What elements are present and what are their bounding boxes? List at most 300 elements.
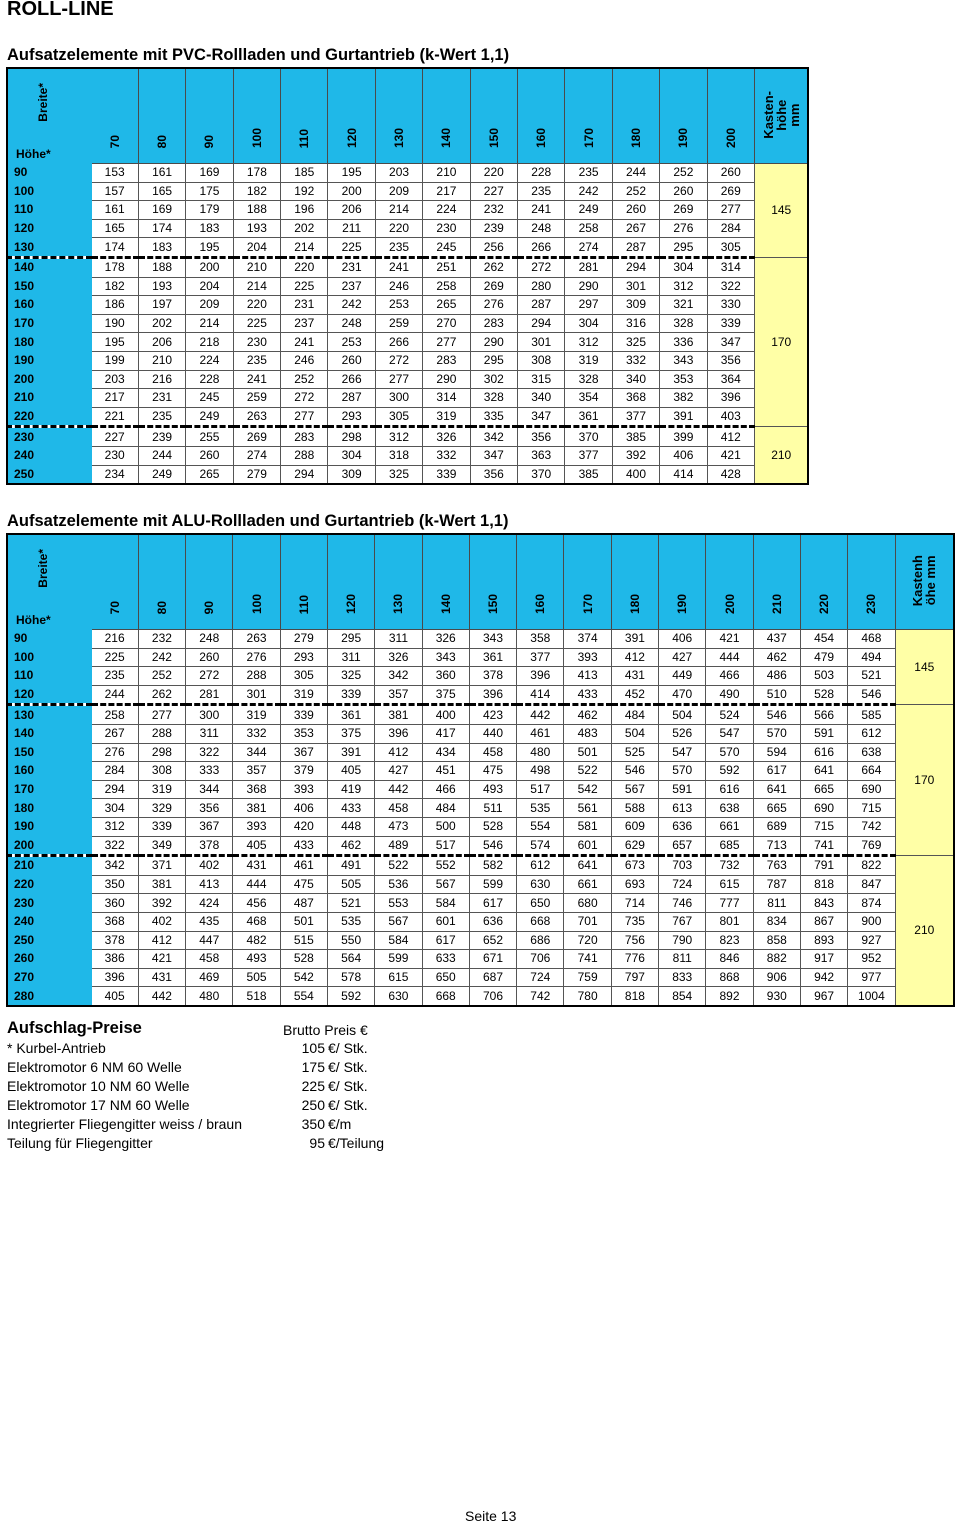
hoehe-cell: 220 [7, 407, 91, 427]
price-cell: 192 [281, 182, 328, 201]
price-cell: 650 [517, 894, 564, 913]
width-header [328, 68, 375, 164]
price-cell: 195 [328, 164, 375, 183]
table-row [7, 219, 808, 238]
hoehe-cell: 200 [7, 370, 91, 389]
price-cell: 393 [280, 780, 327, 799]
hoehe-cell: 220 [7, 875, 91, 894]
addon-price: 225 [301, 1078, 325, 1094]
price-cell: 252 [281, 370, 328, 389]
price-cell: 260 [707, 164, 754, 183]
price-cell: 311 [186, 724, 233, 743]
price-cell: 591 [659, 780, 706, 799]
price-cell: 396 [469, 685, 516, 705]
price-cell: 528 [469, 817, 516, 836]
price-cell: 281 [565, 257, 612, 277]
kastenhoehe-value: 170 [895, 705, 954, 856]
width-header-label: 170 [580, 593, 595, 614]
price-cell: 221 [91, 407, 138, 427]
price-cell: 393 [233, 817, 280, 836]
price-cell: 378 [91, 931, 138, 950]
price-cell: 417 [422, 724, 469, 743]
price-cell: 231 [328, 257, 375, 277]
price-cell: 339 [423, 465, 470, 484]
price-cell: 967 [800, 987, 847, 1006]
width-header-label: 200 [722, 593, 737, 614]
addon-item [7, 1059, 427, 1078]
price-cell: 242 [565, 182, 612, 201]
price-cell: 396 [517, 667, 564, 686]
price-cell: 309 [328, 465, 375, 484]
price-cell: 413 [186, 875, 233, 894]
price-cell: 231 [138, 389, 185, 408]
price-cell: 281 [186, 685, 233, 705]
price-cell: 203 [375, 164, 422, 183]
price-cell: 399 [660, 427, 707, 447]
table-row [7, 762, 954, 781]
price-cell: 231 [281, 296, 328, 315]
price-cell: 241 [518, 201, 565, 220]
width-header-label: 70 [107, 134, 122, 148]
width-header [233, 68, 280, 164]
width-header-label: 140 [439, 127, 454, 148]
price-cell: 641 [800, 762, 847, 781]
price-cell: 466 [422, 780, 469, 799]
price-cell: 484 [422, 799, 469, 818]
price-cell: 195 [91, 333, 138, 352]
width-header [660, 68, 707, 164]
price-cell: 420 [280, 817, 327, 836]
price-cell: 714 [611, 894, 658, 913]
price-cell: 220 [233, 296, 280, 315]
price-cell: 668 [422, 987, 469, 1006]
price-cell: 524 [706, 705, 753, 725]
price-cell: 578 [327, 968, 374, 987]
price-cell: 522 [375, 856, 422, 876]
price-cell: 564 [327, 950, 374, 969]
hoehe-cell: 100 [7, 182, 91, 201]
price-cell: 391 [660, 407, 707, 427]
price-cell: 332 [423, 446, 470, 465]
price-cell: 475 [469, 762, 516, 781]
price-cell: 217 [91, 389, 138, 408]
price-cell: 629 [611, 836, 658, 856]
price-cell: 630 [375, 987, 422, 1006]
price-cell: 270 [423, 314, 470, 333]
price-cell: 554 [517, 817, 564, 836]
price-cell: 241 [375, 257, 422, 277]
price-cell: 326 [375, 648, 422, 667]
addon-unit: €/ Stk. [328, 1059, 368, 1075]
price-cell: 403 [707, 407, 754, 427]
price-cell: 220 [281, 257, 328, 277]
price-cell: 690 [800, 799, 847, 818]
price-cell: 199 [91, 351, 138, 370]
price-cell: 521 [848, 667, 895, 686]
price-cell: 325 [327, 667, 374, 686]
hoehe-cell: 170 [7, 314, 91, 333]
price-cell: 715 [848, 799, 895, 818]
price-cell: 874 [848, 894, 895, 913]
hoehe-cell: 210 [7, 856, 91, 876]
width-header [469, 534, 516, 630]
price-cell: 763 [753, 856, 800, 876]
price-cell: 421 [138, 950, 185, 969]
price-cell: 706 [517, 950, 564, 969]
table-row [7, 407, 808, 427]
price-cell: 444 [233, 875, 280, 894]
price-cell: 535 [327, 912, 374, 931]
price-cell: 503 [800, 667, 847, 686]
price-cell: 203 [91, 370, 138, 389]
price-cell: 214 [186, 314, 233, 333]
kastenhoehe-value: 210 [754, 427, 808, 484]
price-cell: 347 [707, 333, 754, 352]
price-cell: 253 [328, 333, 375, 352]
price-cell: 735 [611, 912, 658, 931]
kastenhoehe-value: 170 [754, 257, 808, 426]
price-cell: 277 [281, 407, 328, 427]
price-cell: 406 [660, 446, 707, 465]
width-header [186, 68, 233, 164]
kastenhoehe-header [754, 68, 808, 164]
addon-unit: €/ Stk. [328, 1040, 368, 1056]
price-cell: 251 [423, 257, 470, 277]
price-cell: 427 [375, 762, 422, 781]
addon-price: 250 [301, 1097, 325, 1113]
hoehe-cell: 140 [7, 257, 91, 277]
width-header [186, 534, 233, 630]
price-cell: 405 [233, 836, 280, 856]
price-cell: 244 [612, 164, 659, 183]
price-cell: 377 [565, 446, 612, 465]
price-cell: 741 [800, 836, 847, 856]
pvc-price-table [6, 67, 809, 485]
width-header-label: 180 [628, 127, 643, 148]
width-header [375, 68, 422, 164]
brutto-price-header: Brutto Preis € [283, 1022, 368, 1038]
price-cell: 570 [659, 762, 706, 781]
price-cell: 381 [375, 705, 422, 725]
price-cell: 308 [138, 762, 185, 781]
price-cell: 294 [612, 257, 659, 277]
price-cell: 468 [848, 630, 895, 649]
table-row [7, 743, 954, 762]
width-header-label: 170 [581, 127, 596, 148]
price-cell: 197 [138, 296, 185, 315]
price-cell: 232 [470, 201, 517, 220]
table-row [7, 780, 954, 799]
price-cell: 235 [518, 182, 565, 201]
width-header-label: 160 [533, 593, 548, 614]
price-cell: 269 [707, 182, 754, 201]
price-cell: 493 [469, 780, 516, 799]
price-cell: 204 [233, 238, 280, 258]
price-cell: 412 [138, 931, 185, 950]
price-cell: 361 [565, 407, 612, 427]
kastenhoehe-value: 145 [754, 164, 808, 258]
price-cell: 265 [186, 465, 233, 484]
price-cell: 412 [707, 427, 754, 447]
addon-label: Teilung für Fliegengitter [7, 1135, 153, 1151]
price-cell: 357 [375, 685, 422, 705]
price-cell: 617 [753, 762, 800, 781]
width-header-label: 180 [627, 593, 642, 614]
price-cell: 493 [233, 950, 280, 969]
price-cell: 322 [91, 836, 138, 856]
price-cell: 377 [612, 407, 659, 427]
width-header [138, 534, 185, 630]
price-cell: 818 [611, 987, 658, 1006]
hoehe-cell: 240 [7, 912, 91, 931]
price-cell: 893 [800, 931, 847, 950]
price-cell: 685 [706, 836, 753, 856]
kastenhoehe-label: Kasten- höhe mm [760, 90, 802, 139]
price-cell: 309 [612, 296, 659, 315]
price-cell: 274 [233, 446, 280, 465]
price-cell: 182 [91, 277, 138, 296]
price-cell: 528 [280, 950, 327, 969]
price-cell: 262 [470, 257, 517, 277]
price-cell: 319 [280, 685, 327, 705]
price-cell: 293 [280, 648, 327, 667]
price-cell: 777 [706, 894, 753, 913]
price-cell: 473 [375, 817, 422, 836]
price-cell: 357 [233, 762, 280, 781]
price-cell: 361 [469, 648, 516, 667]
price-cell: 304 [91, 799, 138, 818]
price-cell: 823 [706, 931, 753, 950]
price-cell: 552 [422, 856, 469, 876]
price-cell: 360 [422, 667, 469, 686]
price-cell: 452 [611, 685, 658, 705]
price-cell: 641 [753, 780, 800, 799]
price-cell: 518 [233, 987, 280, 1006]
price-cell: 491 [327, 856, 374, 876]
price-cell: 360 [91, 894, 138, 913]
price-cell: 235 [233, 351, 280, 370]
price-cell: 570 [753, 724, 800, 743]
hoehe-cell: 170 [7, 780, 91, 799]
price-cell: 304 [328, 446, 375, 465]
price-cell: 421 [707, 446, 754, 465]
price-cell: 413 [564, 667, 611, 686]
price-cell: 267 [91, 724, 138, 743]
price-cell: 791 [800, 856, 847, 876]
price-cell: 406 [280, 799, 327, 818]
alu-table-title: Aufsatzelemente mit ALU-Rollladen und Gurtantrieb (k-Wert 1,1) [7, 512, 509, 530]
addon-prices-title: Aufschlag-Preise [7, 1019, 142, 1037]
price-cell: 616 [800, 743, 847, 762]
price-cell: 277 [707, 201, 754, 220]
table-row [7, 968, 954, 987]
price-cell: 277 [138, 705, 185, 725]
price-cell: 227 [470, 182, 517, 201]
price-cell: 843 [800, 894, 847, 913]
price-cell: 193 [233, 219, 280, 238]
width-header [753, 534, 800, 630]
price-cell: 235 [375, 238, 422, 258]
price-cell: 358 [517, 630, 564, 649]
price-cell: 202 [138, 314, 185, 333]
price-cell: 305 [280, 667, 327, 686]
price-cell: 592 [327, 987, 374, 1006]
price-cell: 161 [91, 201, 138, 220]
price-cell: 505 [233, 968, 280, 987]
price-cell: 724 [659, 875, 706, 894]
price-cell: 746 [659, 894, 706, 913]
kastenhoehe-value: 145 [895, 630, 954, 705]
price-cell: 335 [470, 407, 517, 427]
width-header-label: 150 [486, 593, 501, 614]
price-cell: 241 [281, 333, 328, 352]
price-cell: 715 [800, 817, 847, 836]
price-cell: 382 [660, 389, 707, 408]
price-cell: 193 [138, 277, 185, 296]
hoehe-cell: 210 [7, 389, 91, 408]
price-cell: 284 [707, 219, 754, 238]
price-cell: 343 [422, 648, 469, 667]
price-cell: 868 [706, 968, 753, 987]
price-cell: 414 [660, 465, 707, 484]
price-cell: 248 [518, 219, 565, 238]
hoehe-cell: 240 [7, 446, 91, 465]
price-cell: 304 [660, 257, 707, 277]
hoehe-cell: 90 [7, 164, 91, 183]
price-cell: 316 [612, 314, 659, 333]
price-cell: 266 [375, 333, 422, 352]
table-row [7, 875, 954, 894]
price-cell: 470 [659, 685, 706, 705]
price-cell: 245 [423, 238, 470, 258]
width-header-label: 120 [344, 127, 359, 148]
price-cell: 315 [518, 370, 565, 389]
hoehe-cell: 130 [7, 238, 91, 258]
price-cell: 252 [660, 164, 707, 183]
addon-price: 350 [301, 1116, 325, 1132]
price-cell: 342 [91, 856, 138, 876]
price-cell: 591 [800, 724, 847, 743]
price-cell: 767 [659, 912, 706, 931]
price-cell: 210 [423, 164, 470, 183]
price-cell: 368 [612, 389, 659, 408]
table-row [7, 446, 808, 465]
price-cell: 339 [707, 314, 754, 333]
price-cell: 542 [280, 968, 327, 987]
table-row [7, 705, 954, 725]
price-cell: 237 [281, 314, 328, 333]
price-cell: 650 [422, 968, 469, 987]
price-cell: 756 [611, 931, 658, 950]
price-cell: 468 [233, 912, 280, 931]
price-cell: 412 [375, 743, 422, 762]
price-cell: 381 [233, 799, 280, 818]
price-cell: 272 [518, 257, 565, 277]
price-cell: 349 [138, 836, 185, 856]
hoehe-cell: 110 [7, 667, 91, 686]
price-cell: 258 [565, 219, 612, 238]
width-header [375, 534, 422, 630]
hoehe-cell: 160 [7, 296, 91, 315]
hoehe-cell: 280 [7, 987, 91, 1006]
width-header [327, 534, 374, 630]
width-header-label: 160 [534, 127, 549, 148]
addon-price: 105 [301, 1040, 325, 1056]
hoehe-label: Höhe* [16, 147, 51, 161]
price-cell: 490 [706, 685, 753, 705]
price-cell: 927 [848, 931, 895, 950]
width-header [659, 534, 706, 630]
width-header [281, 68, 328, 164]
price-cell: 256 [470, 238, 517, 258]
price-cell: 272 [375, 351, 422, 370]
price-cell: 917 [800, 950, 847, 969]
price-cell: 858 [753, 931, 800, 950]
breite-hoehe-corner [7, 68, 91, 164]
price-cell: 179 [186, 201, 233, 220]
breite-label: Breite* [36, 83, 50, 122]
price-cell: 277 [375, 370, 422, 389]
price-cell: 210 [138, 351, 185, 370]
price-cell: 550 [327, 931, 374, 950]
price-cell: 434 [422, 743, 469, 762]
price-cell: 480 [517, 743, 564, 762]
table-row [7, 238, 808, 258]
price-cell: 462 [564, 705, 611, 725]
price-cell: 486 [753, 667, 800, 686]
price-cell: 312 [660, 277, 707, 296]
price-cell: 385 [612, 427, 659, 447]
price-cell: 340 [518, 389, 565, 408]
price-cell: 245 [186, 389, 233, 408]
price-cell: 178 [91, 257, 138, 277]
price-cell: 235 [91, 667, 138, 686]
price-cell: 235 [565, 164, 612, 183]
price-cell: 269 [470, 277, 517, 296]
price-cell: 601 [564, 836, 611, 856]
price-cell: 269 [660, 201, 707, 220]
price-cell: 811 [753, 894, 800, 913]
price-cell: 822 [848, 856, 895, 876]
price-cell: 385 [565, 465, 612, 484]
price-cell: 249 [186, 407, 233, 427]
price-cell: 489 [375, 836, 422, 856]
price-cell: 252 [612, 182, 659, 201]
price-cell: 183 [138, 238, 185, 258]
price-cell: 787 [753, 875, 800, 894]
price-cell: 440 [469, 724, 516, 743]
price-cell: 378 [186, 836, 233, 856]
width-header-label: 80 [155, 134, 170, 148]
price-cell: 284 [91, 762, 138, 781]
price-cell: 340 [612, 370, 659, 389]
price-cell: 234 [91, 465, 138, 484]
hoehe-cell: 140 [7, 724, 91, 743]
kastenhoehe-value: 210 [895, 856, 954, 1006]
width-header [423, 68, 470, 164]
price-cell: 258 [91, 705, 138, 725]
price-cell: 511 [469, 799, 516, 818]
price-cell: 202 [281, 219, 328, 238]
table-row [7, 257, 808, 277]
price-cell: 406 [659, 630, 706, 649]
price-cell: 847 [848, 875, 895, 894]
breite-label: Breite* [36, 549, 50, 588]
table-row [7, 389, 808, 408]
price-cell: 448 [327, 817, 374, 836]
price-cell: 343 [469, 630, 516, 649]
price-cell: 262 [138, 685, 185, 705]
